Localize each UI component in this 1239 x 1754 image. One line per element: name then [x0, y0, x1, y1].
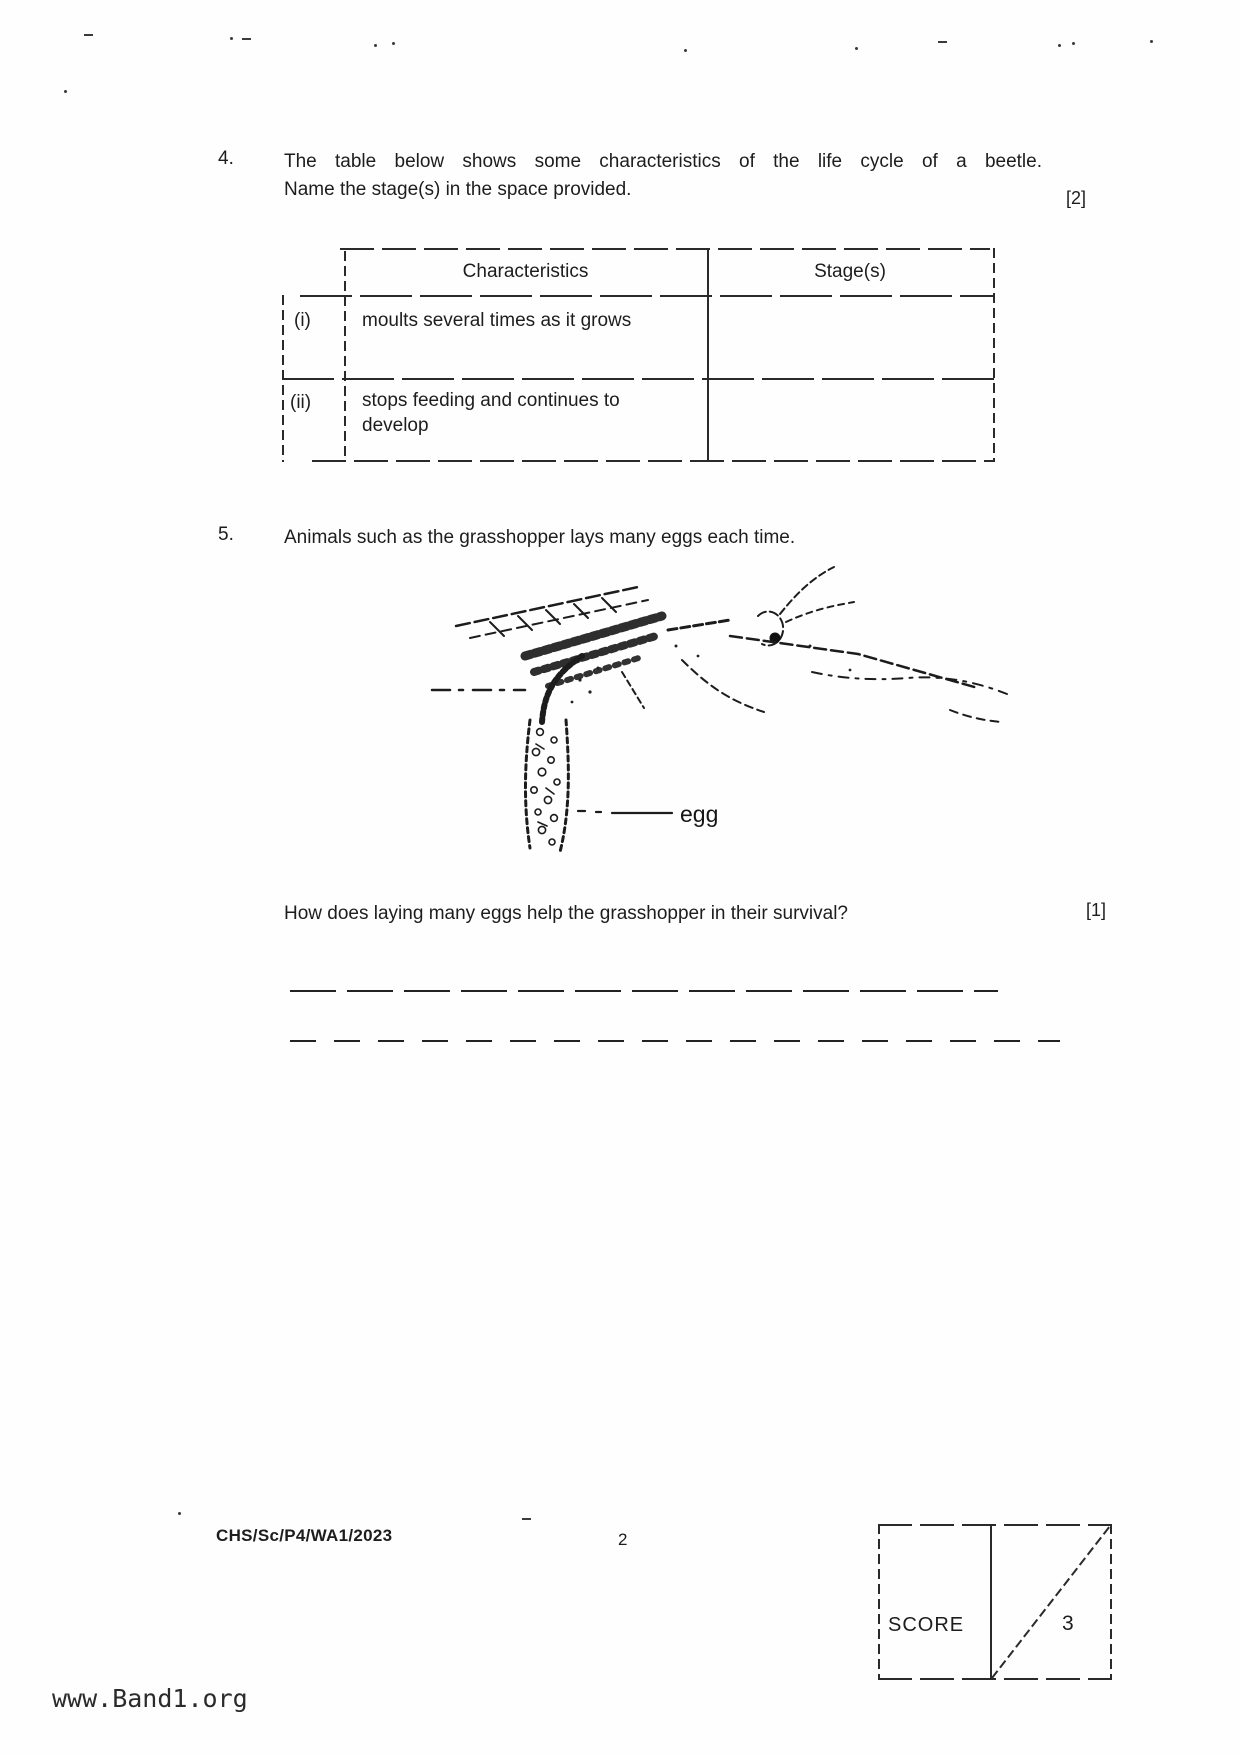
- answer-line-2: [290, 1040, 1060, 1042]
- question5-number: 5.: [218, 524, 234, 545]
- table-header-characteristics: Characteristics: [462, 261, 589, 282]
- table-row-characteristic: moults several times as it grows: [362, 310, 632, 331]
- scan-noise: [1150, 40, 1153, 43]
- scan-noise: [1072, 42, 1075, 45]
- egg-label: egg: [680, 801, 719, 827]
- score-label: SCORE: [888, 1614, 965, 1636]
- scan-noise: [230, 37, 233, 40]
- table-row-index: (ii): [290, 392, 312, 413]
- question5-marks: [1]: [1086, 900, 1107, 920]
- scan-noise: [242, 38, 251, 40]
- table-border-top: [340, 248, 990, 250]
- scan-noise: [374, 44, 377, 47]
- watermark: www.Band1.org: [52, 1684, 248, 1713]
- score-box-diagonal: [990, 1524, 1112, 1680]
- answer-line-1: [290, 990, 998, 992]
- question5-question: How does laying many eggs help the grasshopper in their survival?: [284, 903, 848, 924]
- scan-noise: [938, 41, 947, 43]
- footer-page-number: 2: [618, 1530, 628, 1549]
- scan-noise: [522, 1518, 531, 1520]
- table-border-left: [282, 295, 284, 462]
- question4-number: 4.: [218, 148, 234, 169]
- question4-text-line1: The table below shows some characteristics of the life cycle of a beetle.: [284, 151, 1042, 172]
- table-border-bottom: [312, 460, 995, 462]
- table-border-right: [993, 248, 995, 462]
- table-border-header-bottom: [300, 295, 995, 297]
- scan-noise: [64, 90, 67, 93]
- question5-intro: Animals such as the grasshopper lays many eggs each time.: [284, 527, 796, 548]
- table-header-stages: Stage(s): [814, 261, 886, 282]
- score-box: [878, 1524, 1112, 1680]
- life-cycle-table: [282, 248, 995, 462]
- scan-noise: [684, 49, 687, 52]
- table-border-row-divider: [282, 378, 995, 380]
- table-row-index: (i): [294, 310, 311, 331]
- table-row-characteristic: stops feeding and continues to develop: [362, 390, 620, 436]
- footer-doc-code: CHS/Sc/P4/WA1/2023: [216, 1526, 393, 1545]
- scan-noise: [84, 34, 93, 36]
- question4-marks: [2]: [1066, 188, 1087, 208]
- grasshopper-egg-laying-figure: [430, 560, 1010, 870]
- scan-noise: [855, 47, 858, 50]
- scan-noise: [178, 1512, 181, 1515]
- scan-noise: [392, 42, 395, 45]
- question4-text-line2: Name the stage(s) in the space provided.: [284, 179, 632, 200]
- scan-noise: [1058, 44, 1061, 47]
- score-value: 3: [1062, 1612, 1074, 1635]
- score-box-border-left: [878, 1524, 880, 1680]
